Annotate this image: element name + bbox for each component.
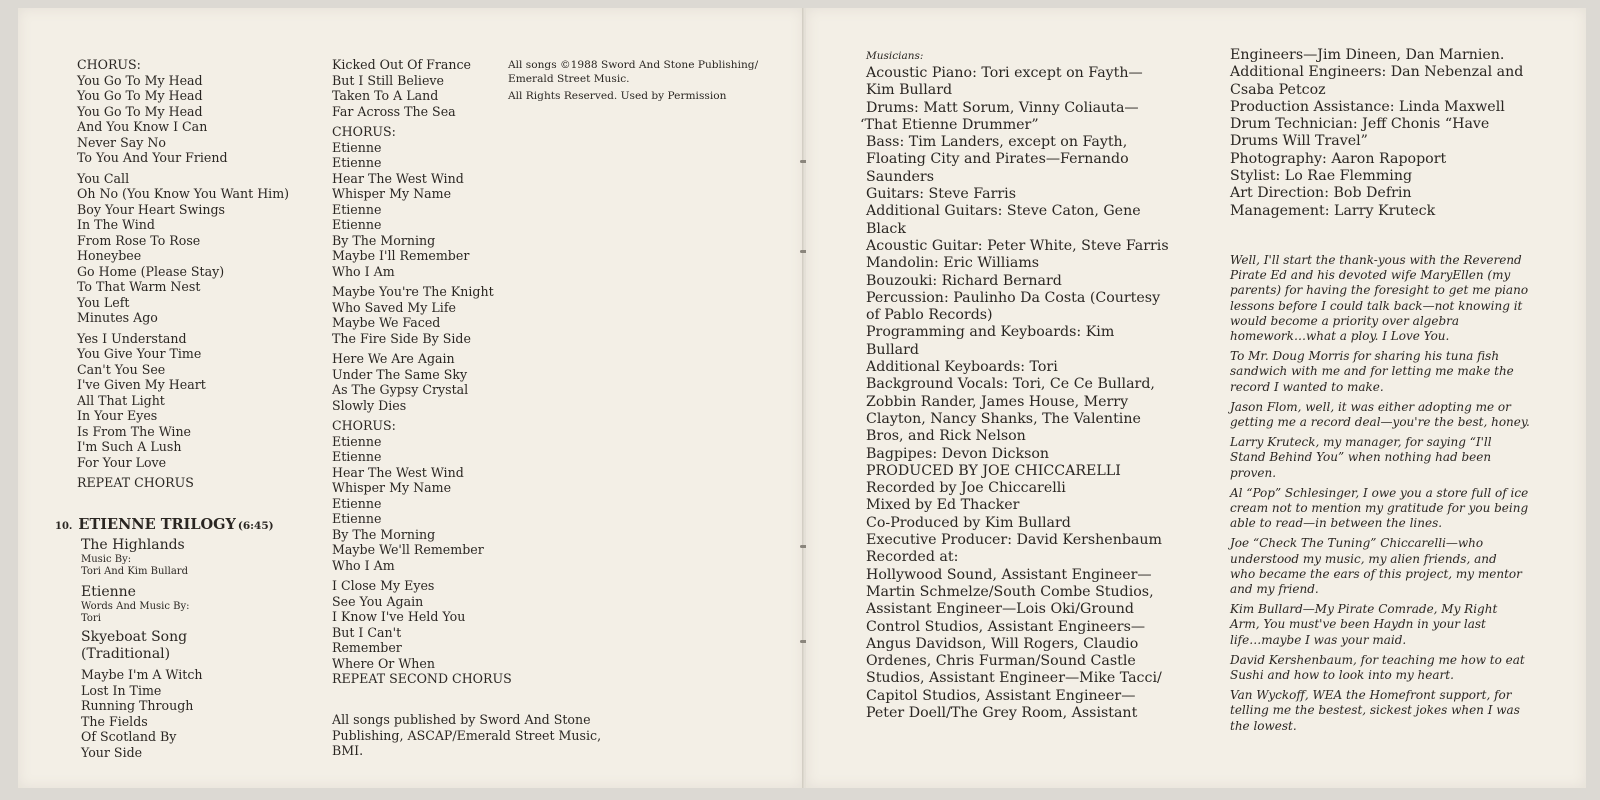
track-title: ETIENNE TRILOGY [78,515,236,533]
credit-line: Drums: Matt Sorum, Vinny Coliauta— [866,99,1139,116]
credit-line: Recorded at: [866,549,959,566]
track-duration: (6:45) [237,519,274,532]
lyric-line: Who I Am [332,557,395,573]
lyric-line: Hear The West Wind [332,170,464,186]
thanks-line: proven. [1230,465,1277,480]
verse-block [81,667,289,760]
lyric-line: In Your Eyes [77,408,158,423]
thanks-line: record I wanted to make. [1230,379,1384,394]
lyric-line: You Call [77,170,130,186]
lyric-line: I've Given My Heart [77,377,206,392]
lyric-line: Far Across The Sea [332,103,456,119]
credit-line: Production Assistance: Linda Maxwell [1230,98,1505,115]
credit-line: Additional Guitars: Steve Caton, Gene [866,203,1141,220]
verse-block [77,331,289,471]
lyric-line: CHORUS: [332,418,396,433]
musicians-column [860,50,1169,722]
lyric-line: You Go To My Head [77,88,203,103]
lyric-line: Lost In Time [81,682,162,698]
credit-line: Bouzouki: Richard Bernard [866,272,1062,289]
lyric-line: You Left [77,294,130,310]
lyric-line: Whisper My Name [332,186,452,201]
lyric-line: By The Morning [332,526,436,542]
thanks-paragraph [1230,688,1530,734]
credit-line: Martin Schmelze/South Combe Studios, [866,583,1154,600]
thanks-line: lessons before I could talk back—not knowing it [1230,298,1523,313]
chorus-block [332,418,512,573]
lyric-line: To You And Your Friend [77,150,228,165]
lyric-line: I Know I've Held You [332,609,466,624]
credit-line: Mandolin: Eric Williams [866,255,1040,272]
lyric-line: From Rose To Rose [77,232,201,248]
thanks-line: cream not to mention my gratitude for you being [1230,501,1529,516]
lyric-line: Etienne [332,155,382,170]
thank-yous [1230,253,1530,734]
thanks-line: homework…what a ploy. I Love You. [1230,329,1450,344]
lyric-line: CHORUS: [77,57,141,72]
lyric-line: Taken To A Land [332,88,439,103]
thanks-line: able to read—in between the lines. [1230,516,1443,531]
track-heading [55,517,289,535]
verse-block [332,57,512,119]
credit-line: Bros, and Rick Nelson [866,428,1026,445]
lyric-line: Who I Am [332,263,395,279]
lyrics-column-2 [332,57,512,687]
thanks-paragraph [1230,602,1530,648]
credit-line: Hollywood Sound, Assistant Engineer— [866,566,1152,583]
lyric-line: You Go To My Head [77,103,203,119]
repeat-second-chorus: REPEAT SECOND CHORUS [332,671,512,686]
lyric-line: I'm Such A Lush [77,439,182,454]
credit-line: Control Studios, Assistant Engineers— [866,618,1146,635]
verse-block [77,171,289,326]
publishing-line: Publishing, ASCAP/Emerald Street Music, [332,727,602,743]
credit-line: Bagpipes: Devon Dickson [866,445,1050,462]
chorus-block [332,124,512,279]
credit-line: Saunders [866,168,934,185]
lyric-line: Your Side [81,744,143,760]
lyric-line: Maybe I'll Remember [332,248,470,263]
lyric-line: Can't You See [77,361,166,377]
lyric-line: Kicked Out Of France [332,57,472,72]
thanks-line: Larry Kruteck, my manager, for saying “I'll [1230,435,1492,450]
lyric-line: Maybe We'll Remember [332,542,484,557]
part-credit: Tori [81,613,101,624]
lyric-line: In The Wind [77,217,155,232]
part-credit: Music By: [81,554,132,565]
track-parts [81,537,289,760]
thanks-line: who became the ears of this project, my mentor [1230,566,1522,581]
copyright-line: Emerald Street Music. [508,73,630,85]
credit-line: Acoustic Piano: Tori except on Fayth— [866,65,1143,81]
credit-line: Percussion: Paulinho Da Costa (Courtesy [866,289,1161,306]
lyric-line: Slowly Dies [332,397,407,413]
lyric-line: Never Say No [77,134,166,150]
credit-line: Programming and Keyboards: Kim [866,324,1115,341]
lyric-line: Oh No (You Know You Want Him) [77,186,290,201]
lyric-line: The Fire Side By Side [332,330,471,346]
credit-line: Angus Davidson, Will Rogers, Claudio [866,635,1139,652]
thanks-paragraph [1230,253,1530,344]
credit-line: Co-Produced by Kim Bullard [866,514,1071,531]
credit-line: Ordenes, Chris Furman/Sound Castle [866,653,1136,670]
lyric-line: Running Through [81,698,194,713]
lyric-line: But I Still Believe [332,72,444,88]
credit-line: Studios, Assistant Engineer—Mike Tacci/ [866,670,1162,687]
thanks-line: life…maybe I was your maid. [1230,632,1407,647]
lyric-line: Maybe We Faced [332,315,441,330]
credit-line: Csaba Petcoz [1230,81,1326,98]
lyric-line: Who Saved My Life [332,299,456,315]
thanks-line: would become a priority over algebra [1230,313,1460,328]
thanks-line: understood my music, my alien friends, and [1230,551,1497,566]
publishing-line: BMI. [332,743,364,758]
lyric-line: Remember [332,640,402,655]
lyric-line: And You Know I Can [77,119,208,134]
lyric-line: Etienne [332,201,382,217]
musicians-heading: Musicians: [866,50,924,62]
lyric-line: CHORUS: [332,124,396,139]
credit-line: Clayton, Nancy Shanks, The Valentine [866,410,1141,427]
lyric-line: You Go To My Head [77,72,203,88]
lyric-line: Maybe You're The Knight [332,284,494,299]
credit-line: Acoustic Guitar: Peter White, Steve Farris [866,237,1169,254]
verse-block [332,284,512,346]
lyric-line: Etienne [332,449,382,464]
thanks-line: Well, I'll start the thank-yous with the Reverend [1230,253,1522,267]
thanks-line: and my friend. [1230,582,1319,597]
lyric-line: Hear The West Wind [332,464,464,480]
credit-line: Drums Will Travel” [1230,133,1368,150]
credit-line: Additional Keyboards: Tori [866,359,1058,376]
lyric-line: By The Morning [332,232,436,248]
thanks-line: Pirate Ed and his devoted wife MaryEllen (my [1230,268,1511,283]
thanks-line: Sushi and how to look into my heart. [1230,668,1454,683]
credit-line: Drum Technician: Jeff Chonis “Have [1230,116,1490,133]
credit-line: Engineers—Jim Dineen, Dan Marnien. [1230,47,1505,63]
credit-line: Assistant Engineer—Lois Oki/Ground [866,601,1134,618]
lyric-line: Etienne [332,433,382,449]
thanks-line: To Mr. Doug Morris for sharing his tuna fish [1230,349,1500,364]
lyric-line: Go Home (Please Stay) [77,263,225,279]
credit-line: Recorded by Joe Chiccarelli [866,480,1066,497]
part-credit: Words And Music By: [81,601,190,612]
lyric-line: Of Scotland By [81,729,177,744]
lyric-line: Etienne [332,139,382,155]
thanks-line: Joe “Check The Tuning” Chiccarelli—who [1230,536,1484,551]
lyric-line: All That Light [77,392,165,408]
lyric-line: Minutes Ago [77,310,158,325]
lyric-line: Is From The Wine [77,423,192,439]
thanks-line: getting me a record deal—you're the best, honey. [1230,415,1530,430]
lyric-line: But I Can't [332,624,402,640]
thanks-paragraph [1230,653,1530,683]
credit-line: Mixed by Ed Thacker [866,497,1020,514]
credit-line: of Pablo Records) [866,307,993,324]
credit-line: Management: Larry Kruteck [1230,202,1436,219]
lyric-line: Here We Are Again [332,351,455,366]
credit-line: Bullard [866,341,919,358]
part-title-traditional: (Traditional) [81,646,171,662]
credit-line: PRODUCED BY JOE CHICCARELLI [866,462,1121,479]
lyric-line: Etienne [332,511,382,526]
credit-line: Floating City and Pirates—Fernando [866,151,1129,168]
thanks-line: Stand Behind You” when nothing had been [1230,450,1492,465]
verse-block [332,351,512,413]
lyric-line: As The Gypsy Crystal [332,382,469,397]
publishing-line: All songs published by Sword And Stone [332,712,591,727]
thanks-line: parents) for having the foresight to get me piano [1230,283,1529,298]
part-title-skyeboat: Skyeboat Song [81,629,188,645]
lyric-line: Etienne [332,495,382,511]
thanks-line: Kim Bullard—My Pirate Comrade, My Right [1230,602,1498,617]
lyric-line: Under The Same Sky [332,366,468,382]
lyric-line: Where Or When [332,655,435,671]
credit-line: ‘That Etienne Drummer” [860,116,1039,133]
thanks-paragraph [1230,349,1530,395]
lyric-line: Boy Your Heart Swings [77,201,225,217]
lyric-line: Maybe I'm A Witch [81,667,203,682]
part-credit: Tori And Kim Bullard [81,566,188,577]
thanks-line: the lowest. [1230,718,1297,733]
credit-line: Art Direction: Bob Defrin [1230,185,1412,202]
credit-line: Peter Doell/The Grey Room, Assistant [866,704,1138,721]
engineers-column [1230,47,1523,220]
credit-line: Background Vocals: Tori, Ce Ce Bullard, [866,376,1155,393]
credit-line: Photography: Aaron Rapoport [1230,150,1447,167]
chorus-block-1 [77,57,289,166]
lyric-line: Whisper My Name [332,480,452,495]
thanks-line: sandwich with me and for letting me make the [1230,364,1514,379]
credit-line: Black [866,220,906,237]
lyric-line: Honeybee [77,248,142,263]
credit-line: Stylist: Lo Rae Flemming [1230,168,1413,185]
credit-line: Guitars: Steve Farris [866,186,1016,203]
credit-line: Capitol Studios, Assistant Engineer— [866,687,1136,704]
part-title-etienne: Etienne [81,584,136,600]
thanks-line: telling me the bestest, sickest jokes when I was [1230,703,1520,718]
lyric-line: I Close My Eyes [332,578,435,593]
lyrics-column-1 [55,57,290,760]
rights-line: All Rights Reserved. Used by Permission [508,90,727,102]
thanks-line: Al “Pop” Schlesinger, I owe you a store full of ice [1230,485,1529,500]
credit-line: Bass: Tim Landers, except on Fayth, [866,134,1128,151]
thanks-paragraph [1230,536,1530,597]
thanks-paragraph [1230,400,1530,430]
credit-line: Additional Engineers: Dan Nebenzal and [1230,64,1524,81]
lyric-line: You Give Your Time [77,346,202,361]
lyric-line: Yes I Understand [77,330,187,346]
part-title-highlands: The Highlands [81,537,185,553]
credit-line: Kim Bullard [866,82,953,99]
lyric-line: To That Warm Nest [77,279,201,294]
thanks-paragraph [1230,486,1530,532]
thanks-line: Jason Flom, well, it was either adopting me or [1230,399,1511,414]
thanks-paragraph [1230,435,1530,481]
credit-line: Zobbin Rander, James House, Merry [866,393,1129,410]
lyric-line: See You Again [332,593,424,609]
thanks-line: Arm, You must've been Haydn in your last [1230,617,1486,632]
thanks-line: Van Wyckoff, WEA the Homefront support, for [1230,688,1512,703]
verse-block [332,578,512,687]
thanks-line: David Kershenbaum, for teaching me how to eat [1230,652,1525,667]
lyric-line: For Your Love [77,454,167,470]
track-number: 10. [55,520,73,532]
copyright-notice [508,58,758,103]
lyric-line: The Fields [81,713,148,729]
publishing-note [332,712,601,759]
repeat-chorus: REPEAT CHORUS [77,475,194,490]
credit-line: Executive Producer: David Kershenbaum [866,532,1162,549]
lyric-line: Etienne [332,217,382,232]
copyright-line: All songs ©1988 Sword And Stone Publishing/ [508,59,759,71]
